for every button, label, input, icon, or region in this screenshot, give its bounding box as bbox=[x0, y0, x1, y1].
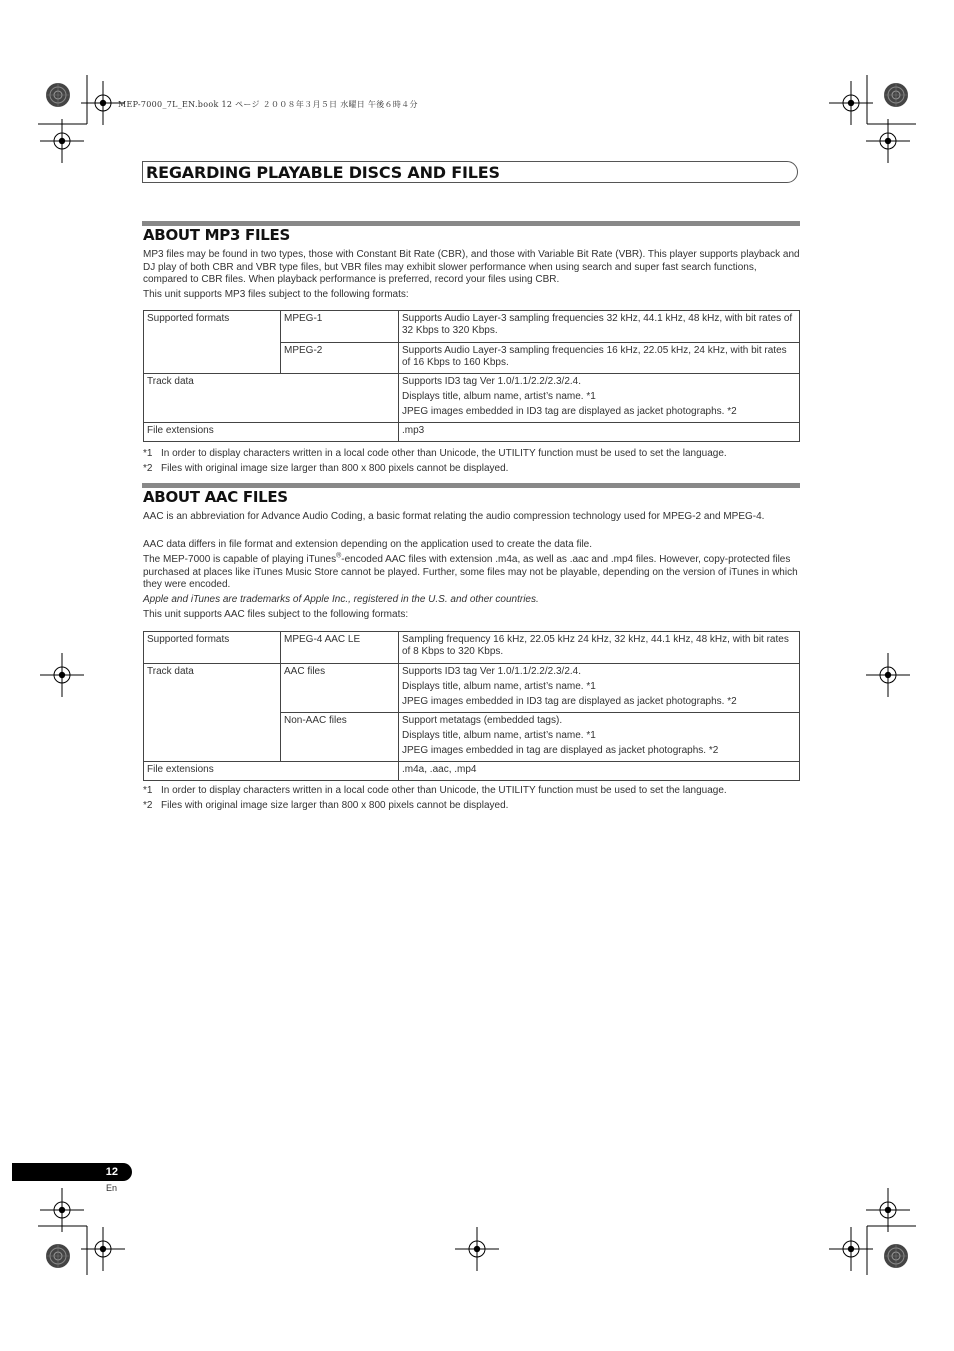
cell-line: Displays title, album name, artist’s name. *1 bbox=[402, 391, 596, 402]
cell-line: Support metatags (embedded tags). bbox=[402, 715, 563, 726]
mp3-format-table bbox=[143, 310, 800, 442]
aac-heading: ABOUT AAC FILES bbox=[143, 488, 288, 506]
footnote-mark: *2 bbox=[143, 463, 153, 474]
footnote-text: Files with original image size larger than 800 x 800 pixels cannot be displayed. bbox=[161, 463, 509, 474]
aac-formats-intro: This unit supports AAC files subject to the following formats: bbox=[143, 609, 409, 620]
text-run: -encoded AAC files with extension .m4a, as well as .aac and .mp4 files. However, copy-protected files purchased at places like iTunes Music Store cannot be played. Further, some files may not be playable, depending on the version of iTunes in which they were encoded. bbox=[143, 554, 798, 590]
footnote-text: Files with original image size larger than 800 x 800 pixels cannot be displayed. bbox=[161, 800, 509, 811]
aac-intro: AAC is an abbreviation for Advance Audio Coding, a basic format relating the audio compression technology used for MPEG-2 and MPEG-4. bbox=[143, 511, 765, 522]
table-cell: MPEG-4 AAC LE bbox=[281, 632, 399, 664]
table-cell: File extensions bbox=[144, 423, 399, 442]
cell-line: JPEG images embedded in ID3 tag are displayed as jacket photographs. *2 bbox=[402, 696, 737, 707]
aac-format-table bbox=[143, 631, 800, 781]
table-cell: MPEG-1 bbox=[281, 311, 399, 343]
footnote bbox=[143, 463, 508, 474]
chapter-title: REGARDING PLAYABLE DISCS AND FILES bbox=[146, 163, 500, 182]
table-cell: Supports Audio Layer-3 sampling frequencies 16 kHz, 22.05 kHz, 24 kHz, with bit rates of 16 Kbps to 160 Kbps. bbox=[399, 343, 800, 374]
file-header: MEP-7000_7L_EN.book 12 ページ ２００８年３月５日 水曜日 午後６時４分 bbox=[118, 100, 418, 109]
table-cell: Sampling frequency 16 kHz, 22.05 kHz 24 kHz, 32 kHz, 44.1 kHz, 48 kHz, with bit rates of 8 Kbps to 320 Kbps. bbox=[399, 632, 800, 664]
mp3-formats-intro: This unit supports MP3 files subject to the following formats: bbox=[143, 289, 409, 300]
cell-line: Displays title, album name, artist’s name. *1 bbox=[402, 730, 596, 741]
table-cell: Track data bbox=[144, 664, 281, 762]
footnote-mark: *2 bbox=[143, 800, 153, 811]
table-cell: Track data bbox=[144, 374, 399, 423]
text-run: The MEP-7000 is capable of playing iTunes bbox=[143, 554, 337, 565]
aac-itunes-note bbox=[143, 554, 801, 592]
table-cell: .mp3 bbox=[399, 423, 800, 442]
mp3-intro: MP3 files may be found in two types, those with Constant Bit Rate (CBR), and those with Variable Bit Rate (VBR). This player supports playback and DJ play of both CBR and VBR type files, but VBR files may exhibit slower performance when using search and super fast search functions, compared to CBR files. When playback performance is preferred, record your files using CBR. bbox=[143, 249, 800, 285]
footnote-mark: *1 bbox=[143, 448, 153, 459]
cell-line: JPEG images embedded in tag are displayed as jacket photographs. *2 bbox=[402, 745, 719, 756]
table-cell bbox=[399, 713, 800, 762]
trademark-note: Apple and iTunes are trademarks of Apple Inc., registered in the U.S. and other countries. bbox=[143, 594, 539, 605]
cell-line: JPEG images embedded in ID3 tag are displayed as jacket photographs. *2 bbox=[402, 406, 737, 417]
table-cell: Non-AAC files bbox=[281, 713, 399, 762]
chapter-title-bar bbox=[142, 161, 798, 183]
table-cell: Supports Audio Layer-3 sampling frequencies 32 kHz, 44.1 kHz, 48 kHz, with bit rates of 32 Kbps to 320 Kbps. bbox=[399, 311, 800, 343]
registered-mark: ® bbox=[336, 552, 342, 560]
table-cell bbox=[399, 664, 800, 713]
cell-line: Displays title, album name, artist’s name. *1 bbox=[402, 681, 596, 692]
mp3-heading: ABOUT MP3 FILES bbox=[143, 226, 290, 244]
footnote bbox=[143, 448, 727, 459]
footnote bbox=[143, 785, 727, 796]
table-cell: Supported formats bbox=[144, 632, 281, 664]
cell-line: Supports ID3 tag Ver 1.0/1.1/2.2/2.3/2.4. bbox=[402, 666, 582, 677]
table-cell: .m4a, .aac, .mp4 bbox=[399, 762, 800, 781]
footnote-text: In order to display characters written in a local code other than Unicode, the UTILITY function must be used to set the language. bbox=[161, 448, 727, 459]
table-cell bbox=[399, 374, 800, 423]
aac-data-note: AAC data differs in file format and extension depending on the application used to create the data file. bbox=[143, 539, 592, 550]
page-language: En bbox=[106, 1183, 118, 1193]
table-cell: AAC files bbox=[281, 664, 399, 713]
footnote-mark: *1 bbox=[143, 785, 153, 796]
footnote bbox=[143, 800, 508, 811]
cell-line: Supports ID3 tag Ver 1.0/1.1/2.2/2.3/2.4. bbox=[402, 376, 582, 387]
table-cell: MPEG-2 bbox=[281, 343, 399, 374]
table-cell: Supported formats bbox=[144, 311, 281, 374]
page-number: 12 bbox=[105, 1166, 118, 1178]
footnote-text: In order to display characters written in a local code other than Unicode, the UTILITY function must be used to set the language. bbox=[161, 785, 727, 796]
table-cell: File extensions bbox=[144, 762, 399, 781]
